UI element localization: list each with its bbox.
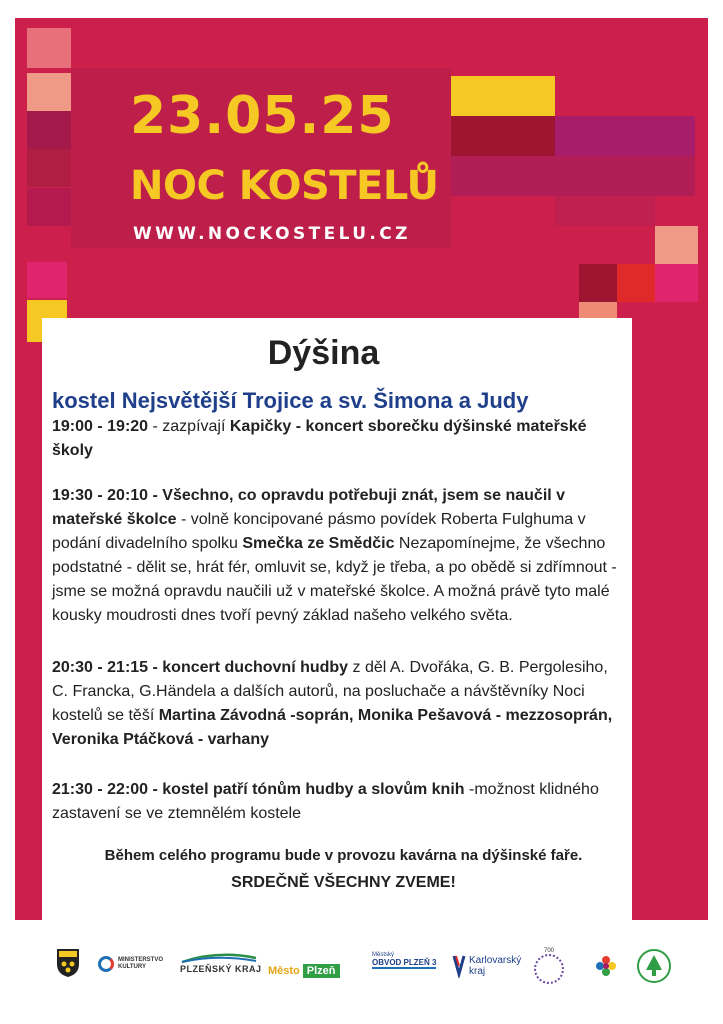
district-label: OBVOD PLZEŇ 3 [372, 958, 437, 967]
city-label-b: Plzeň [303, 964, 340, 978]
program-text: - zazpívají [148, 418, 230, 435]
obvod-plzen-logo [372, 952, 436, 969]
kv-label-b: kraj [469, 966, 486, 977]
program-item [52, 415, 622, 463]
dysina-coat-of-arms-icon [56, 948, 80, 978]
program-text: z děl A. Dvořáka, G. B. Pergolesiho, C. Francka, G.Händela a dalších autorů, na posluchače a návštěvníky Noci kostelů se těší [52, 659, 608, 724]
program-highlight: Kapičky - koncert sborečku dýšinské mateřské školy [52, 418, 587, 459]
deco-square [451, 156, 695, 196]
program-text: -možnost klidného zastavení se ve ztemnělém kostele [52, 781, 599, 822]
program-highlight: Smečka ze Smědčic [242, 535, 395, 552]
deco-square [655, 226, 698, 264]
kv-text [469, 955, 521, 977]
deco-square [27, 188, 71, 226]
program-item [52, 778, 622, 826]
program-time: 20:30 - 21:15 [52, 659, 149, 676]
event-date: 23.05.25 [130, 86, 395, 146]
welcome-note: SRDEČNĚ VŠECHNY ZVEME! [231, 874, 456, 891]
program-time: 19:00 - 19:20 [52, 418, 149, 435]
poster-background [15, 18, 708, 920]
program-text: Nezapomínejme, že všechno podstatné - dělit se, hrát fér, omluvit se, když je třeba, a po obědě si zdřímnout - jsme se možná opravdu naučili už v mateřské školce. A možná právě tyto malé kousky moudrosti dnes tvoří pevný základ našeho velkého světa. [52, 535, 617, 624]
district-small-label: Městský [372, 952, 395, 958]
website-link[interactable]: WWW.NOCKOSTELU.CZ [133, 224, 411, 244]
karlovarsky-kraj-logo [452, 954, 521, 978]
program-item [52, 484, 622, 628]
anniversary-700-logo [534, 948, 564, 984]
mesto-plzen-logo [268, 964, 340, 978]
program-highlight: - Všechno, co opravdu potřebuji znát, jsem se naučil v mateřské školce [52, 487, 566, 528]
deco-square [451, 116, 555, 156]
church-name: kostel Nejsvětější Trojice a sv. Šimona a Judy [52, 388, 529, 413]
region-label: PLZEŇSKÝ KRAJ [180, 964, 262, 974]
deco-square [27, 73, 71, 111]
deco-square [27, 149, 71, 187]
deco-square [617, 264, 655, 302]
deco-square [27, 111, 71, 149]
flower-logo-icon [594, 954, 618, 982]
region-swoosh-icon [180, 952, 258, 964]
program-item [52, 656, 622, 752]
ministry-logo [98, 956, 162, 972]
deco-square [27, 262, 67, 298]
deco-square [555, 116, 695, 156]
program-time: 19:30 - 20:10 [52, 487, 149, 504]
anniversary-label: 700 [543, 948, 554, 954]
kv-label-a: Karlovarský [469, 955, 522, 966]
event-title: NOC KOSTELŮ [130, 163, 439, 209]
place-heading: Dýšina [267, 334, 380, 372]
city-label-a: Město [268, 965, 300, 977]
ministry-icon [98, 956, 114, 972]
deco-square [555, 196, 655, 226]
program-highlight: Martina Závodná -soprán, Monika Pešavová - mezzosoprán, Veronika Ptáčková - varhany [52, 707, 613, 748]
kv-flame-icon [452, 954, 466, 978]
green-seal-logo-icon [636, 948, 672, 984]
plzensky-kraj-logo [180, 952, 262, 974]
cafe-note: Během celého programu bude v provozu kavárna na dýšinské faře. [104, 847, 583, 864]
deco-square [27, 28, 71, 68]
deco-square [579, 264, 617, 302]
program-text: - volně koncipované pásmo povídek Roberta Fulghuma v podání divadelního spolku [52, 511, 586, 552]
program-highlight: - kostel patří tónům hudby a slovům knih [148, 781, 465, 798]
program-highlight: - koncert duchovní hudby [148, 659, 349, 676]
ministry-label: MINISTERSTVO KULTURY [118, 957, 164, 970]
deco-square [655, 264, 698, 302]
program-time: 21:30 - 22:00 [52, 781, 149, 798]
anniversary-ring-icon [534, 954, 564, 984]
sponsor-logos [0, 944, 723, 994]
deco-square [451, 76, 555, 116]
